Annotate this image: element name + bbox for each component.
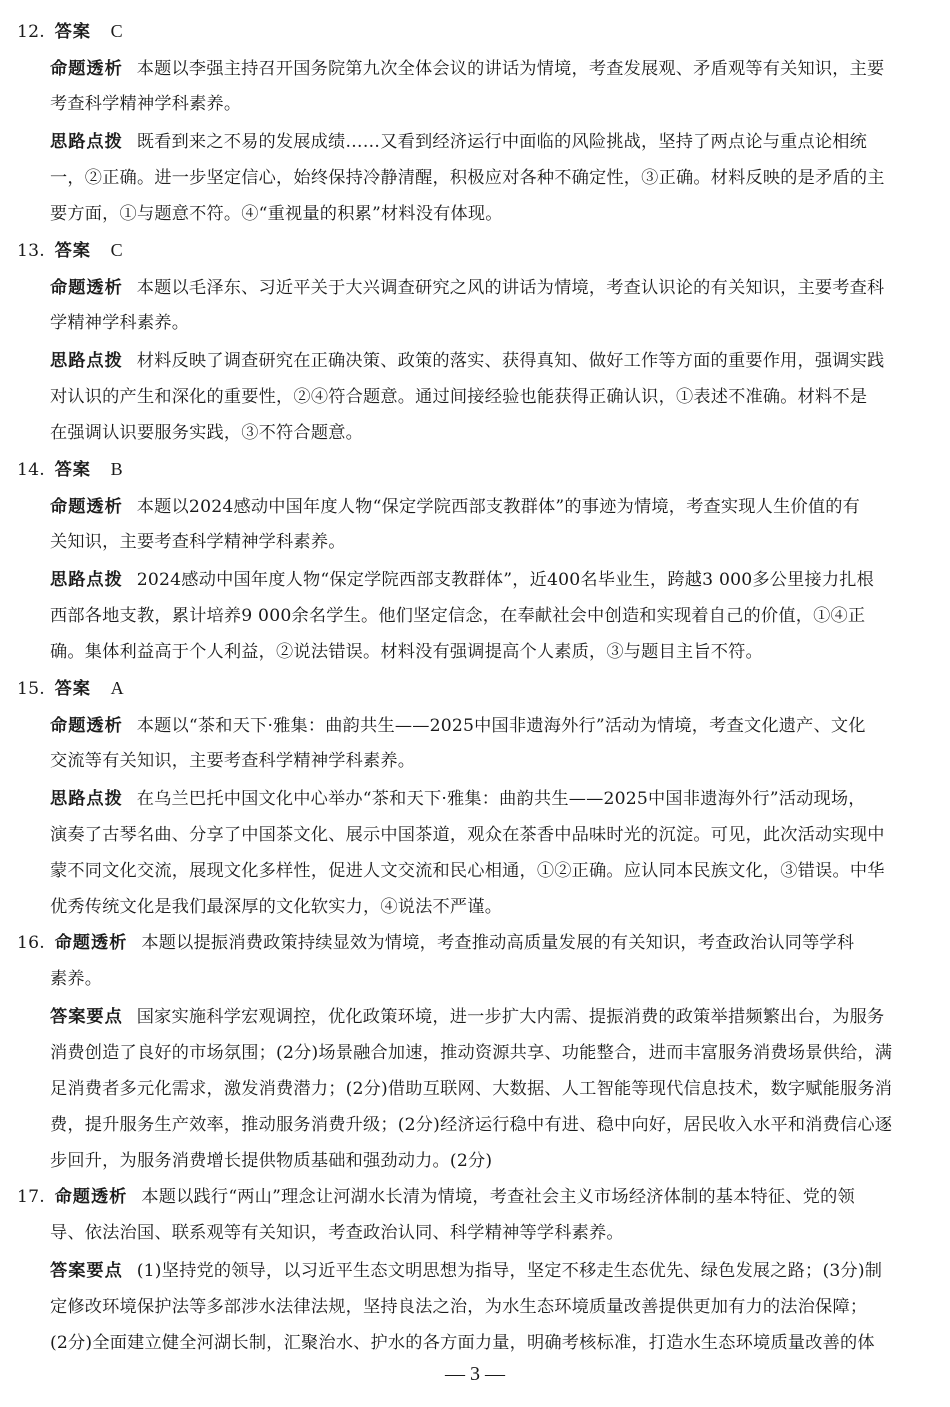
mingti-line: 素养。 [50,969,103,989]
answer-value: B [110,459,123,479]
silu-label: 思路点拨 [50,789,123,809]
silu-text: 2024感动中国年度人物“保定学院西部支教群体”，近400名毕业生，跨越3 000多公里接力扎根 [136,570,875,590]
mingti-label: 命题透析 [50,59,123,79]
daan-text: (1)坚持党的领导，以习近平生态文明思想为指导，坚定不移走生态优先、绿色发展之路；(3分)制 [136,1261,883,1281]
mingti-label: 命题透析 [50,278,123,298]
mingti-text: 本题以“茶和天下·雅集：曲韵共生——2025中国非遗海外行”活动为情境，考查文化遗产、文化 [136,716,866,736]
silu-text: 材料反映了调查研究在正确决策、政策的落实、获得真知、做好工作等方面的重要作用，强调实践 [136,351,885,371]
answer-label: 答案 [54,241,91,261]
answer-label: 答案 [54,22,91,42]
silu-label: 思路点拨 [50,351,123,371]
silu-line: 确。集体利益高于个人利益，②说法错误。材料没有强调提高个人素质，③与题目主旨不符。 [50,642,763,662]
question-12-header [17,19,123,44]
silu-label: 思路点拨 [50,132,123,152]
daan-text: 国家实施科学宏观调控，优化政策环境，进一步扩大内需、提振消费的政策举措频繁出台，为服务 [136,1007,885,1027]
daan-line: 步回升，为服务消费增长提供物质基础和强劲动力。(2分) [50,1151,493,1171]
question-number: 16. [17,933,45,953]
question-number: 17. [17,1187,45,1207]
answer-label: 答案 [54,679,91,699]
daan-line: (2分)全面建立健全河湖长制，汇聚治水、护水的各方面力量，明确考核标准，打造水生态环境质量改善的体 [50,1333,875,1353]
page-number: — 3 — [445,1363,505,1385]
silu-line: 对认识的产生和深化的重要性，②④符合题意。通过间接经验也能获得正确认识，①表述不准确。材料不是 [50,387,868,407]
silu-line: 蒙不同文化交流，展现文化多样性，促进人文交流和民心相通，①②正确。应认同本民族文化，③错误。中华 [50,861,885,881]
daan-label: 答案要点 [50,1261,123,1281]
daan-line: 消费创造了良好的市场氛围；(2分)场景融合加速，推动资源共享、功能整合，进而丰富服务消费场景供给，满 [50,1043,893,1063]
answer-value: A [110,678,124,698]
silu-line: 演奏了古琴名曲、分享了中国茶文化、展示中国茶道，观众在茶香中品味时光的沉淀。可见，此次活动实现中 [50,825,885,845]
mingti-line [50,495,860,519]
mingti-line [50,714,866,738]
silu-text: 既看到来之不易的发展成绩……又看到经济运行中面临的风险挑战，坚持了两点论与重点论相统 [136,132,868,152]
mingti-line: 交流等有关知识，主要考查科学精神学科素养。 [50,751,416,771]
silu-line: 优秀传统文化是我们最深厚的文化软实力，④说法不严谨。 [50,897,503,917]
mingti-line [50,57,930,81]
mingti-label: 命题透析 [54,933,128,953]
silu-line: 要方面，①与题意不符。④“重视量的积累”材料没有体现。 [50,204,503,224]
daan-line: 足消费者多元化需求，激发消费潜力；(2分)借助互联网、大数据、人工智能等现代信息技术，数字赋能服务消 [50,1079,893,1099]
silu-line: 在强调认识要服务实践，③不符合题意。 [50,423,363,443]
silu-line [50,349,884,373]
question-number: 13. [17,241,45,261]
mingti-line: 学精神学科素养。 [50,313,190,333]
daan-label: 答案要点 [50,1007,123,1027]
mingti-text: 本题以提振消费政策持续显效为情境，考查推动高质量发展的有关知识，考查政治认同等学科 [141,933,855,953]
question-15-header [17,676,124,701]
question-13-header [17,238,123,263]
question-16-header [17,931,854,955]
question-17-header [17,1185,855,1209]
silu-line: 一，②正确。进一步坚定信心，始终保持冷静清醒，积极应对各种不确定性，③正确。材料反映的是矛盾的主 [50,168,885,188]
daan-line: 定修改环境保护法等多部涉水法律法规，坚持良法之治，为水生态环境质量改善提供更加有力的法治保障； [50,1297,868,1317]
mingti-text: 本题以李强主持召开国务院第九次全体会议的讲话为情境，考查发展观、矛盾观等有关知识，主要 [136,59,885,79]
question-number: 12. [17,22,45,42]
mingti-text: 本题以践行“两山”理念让河湖水长清为情境，考查社会主义市场经济体制的基本特征、党的领 [141,1187,855,1207]
silu-line [50,568,874,592]
question-number: 15. [17,679,45,699]
mingti-label: 命题透析 [54,1187,128,1207]
silu-line [50,787,866,811]
mingti-line [50,276,884,300]
answer-label: 答案 [54,460,91,480]
mingti-line: 导、依法治国、联系观等有关知识，考查政治认同、科学精神等学科素养。 [50,1223,624,1243]
answer-value: C [110,240,123,260]
silu-line [50,130,867,154]
mingti-label: 命题透析 [50,497,123,517]
silu-label: 思路点拨 [50,570,123,590]
mingti-text: 本题以2024感动中国年度人物“保定学院西部支教群体”的事迹为情境，考查实现人生价值的有 [136,497,861,517]
answer-value: C [110,21,123,41]
daan-line [50,1005,884,1029]
mingti-line: 考查科学精神学科素养。 [50,94,242,114]
silu-text: 在乌兰巴托中国文化中心举办“茶和天下·雅集：曲韵共生——2025中国非遗海外行”活动现场， [136,789,866,809]
question-number: 14. [17,460,45,480]
daan-line: 费，提升服务生产效率，推动服务消费升级；(2分)经济运行稳中有进、稳中向好，居民收入水平和消费信心逐 [50,1115,893,1135]
mingti-line: 关知识，主要考查科学精神学科素养。 [50,532,346,552]
daan-line [50,1259,882,1283]
question-14-header [17,457,123,482]
mingti-label: 命题透析 [50,716,123,736]
mingti-text: 本题以毛泽东、习近平关于大兴调查研究之风的讲话为情境，考查认识论的有关知识，主要考查科 [136,278,885,298]
silu-line: 西部各地支教，累计培养9 000余名学生。他们坚定信念，在奉献社会中创造和实现着自己的价值，①④正 [50,606,866,626]
